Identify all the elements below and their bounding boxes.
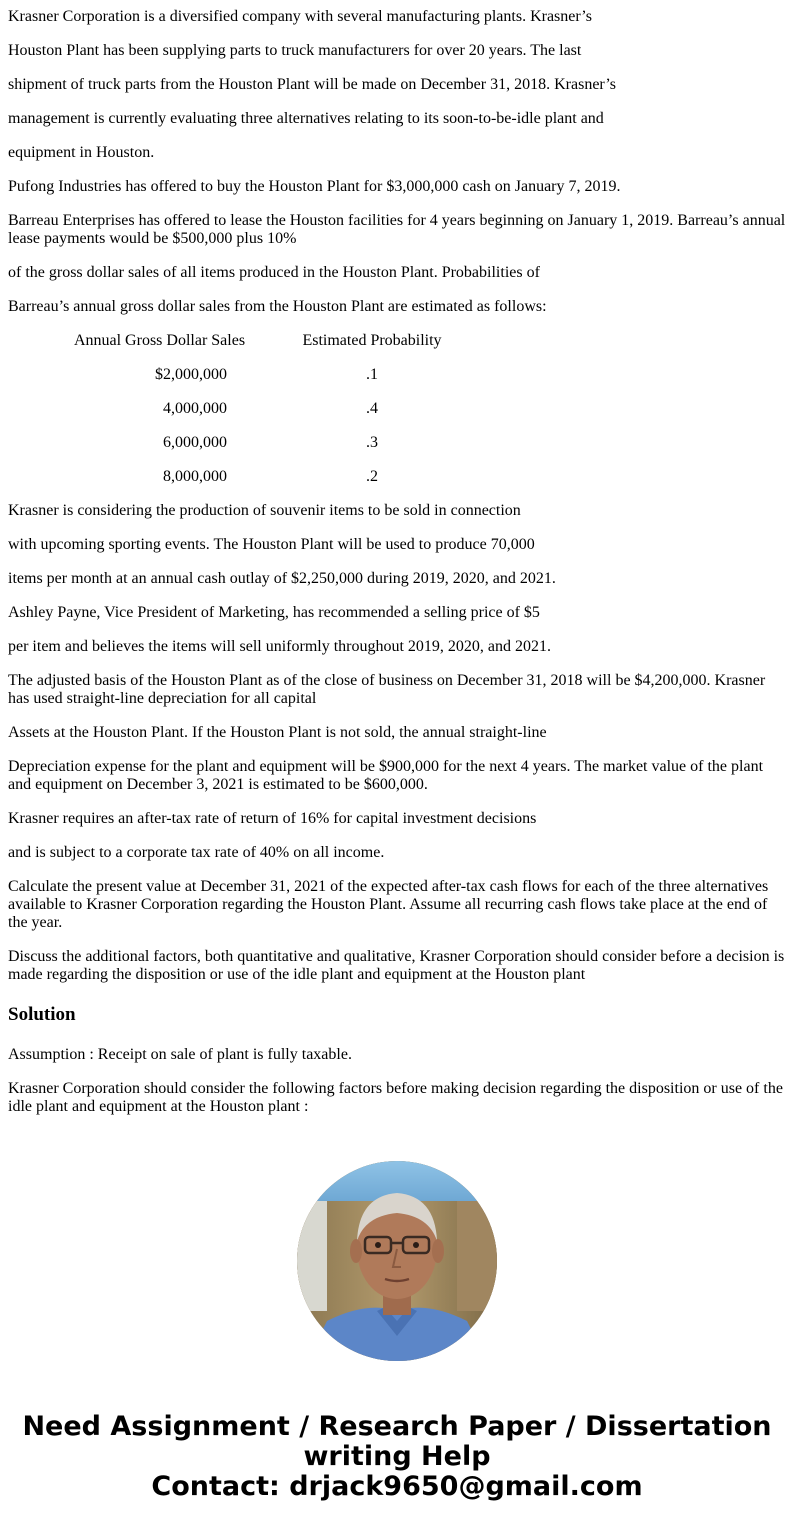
question-paragraph: and is subject to a corporate tax rate of 40% on all income.: [8, 844, 385, 861]
solution-heading: Solution: [8, 1004, 76, 1025]
question-paragraph: Krasner Corporation is a diversified company with several manufacturing plants. Krasner’s: [8, 8, 592, 25]
question-paragraph: equipment in Houston.: [8, 144, 155, 161]
question-paragraph: of the gross dollar sales of all items produced in the Houston Plant. Probabilities of: [8, 264, 540, 281]
question-paragraph: with upcoming sporting events. The Houston Plant will be used to produce 70,000: [8, 536, 535, 553]
question-paragraph: Barreau Enterprises has offered to lease the Houston facilities for 4 years beginning on January 1, 2019. Barreau’s annual lease payments would be $500,000 plus 10%: [8, 212, 786, 247]
solution-paragraph: Assumption : Receipt on sale of plant is fully taxable.: [8, 1046, 352, 1063]
probability-table: [8, 332, 467, 486]
author-avatar: [297, 1161, 497, 1361]
question-paragraph: management is currently evaluating three alternatives relating to its soon-to-be-idle plant and: [8, 110, 604, 127]
question-paragraph: shipment of truck parts from the Houston Plant will be made on December 31, 2018. Krasner’s: [8, 76, 617, 93]
footer-line-1: Need Assignment / Research Paper / Dissertation: [22, 1411, 772, 1442]
table-row: [8, 400, 467, 434]
sales-cell: $2,000,000: [155, 366, 227, 383]
question-paragraph: Houston Plant has been supplying parts to truck manufacturers for over 20 years. The last: [8, 42, 582, 59]
table-row: [8, 468, 467, 486]
question-paragraph: The adjusted basis of the Houston Plant as of the close of business on December 31, 2018 will be $4,200,000. Krasner has used straight-line depreciation for all capital: [8, 672, 766, 707]
probability-cell: .2: [366, 468, 378, 485]
contact-footer: [0, 1412, 794, 1502]
question-paragraph: Krasner requires an after-tax rate of return of 16% for capital investment decisions: [8, 810, 537, 827]
document-body: [0, 8, 794, 1116]
footer-line-2: writing Help: [303, 1441, 491, 1472]
question-paragraph: Depreciation expense for the plant and equipment will be $900,000 for the next 4 years. The market value of the plant and equipment on December 3, 2021 is estimated to be $600,000.: [8, 758, 764, 793]
table-row: [8, 434, 467, 468]
question-paragraph: Krasner is considering the production of souvenir items to be sold in connection: [8, 502, 521, 519]
probability-cell: .3: [366, 434, 378, 451]
probability-cell: .4: [366, 400, 378, 417]
solution-paragraph: Krasner Corporation should consider the following factors before making decision regarding the disposition or use of the idle plant and equipment at the Houston plant :: [8, 1080, 783, 1115]
header-annual-gross-sales: Annual Gross Dollar Sales: [73, 332, 246, 349]
table-row: [8, 366, 467, 400]
question-paragraph: Barreau’s annual gross dollar sales from the Houston Plant are estimated as follows:: [8, 298, 547, 315]
question-paragraph: Ashley Payne, Vice President of Marketing, has recommended a selling price of $5: [8, 604, 540, 621]
question-paragraph: per item and believes the items will sell uniformly throughout 2019, 2020, and 2021.: [8, 638, 552, 655]
sales-cell: 4,000,000: [163, 400, 227, 417]
sales-cell: 8,000,000: [163, 468, 227, 485]
probability-cell: .1: [366, 366, 378, 383]
table-header-row: [8, 332, 467, 366]
question-paragraph: Pufong Industries has offered to buy the Houston Plant for $3,000,000 cash on January 7, 2019.: [8, 178, 621, 195]
header-estimated-probability: Estimated Probability: [302, 332, 442, 349]
question-paragraph: Calculate the present value at December 31, 2021 of the expected after-tax cash flows for each of the three alternatives available to Krasner Corporation regarding the Houston Plant. Assume all recurring cash flows take place at the end of the year.: [8, 878, 769, 931]
question-paragraph: items per month at an annual cash outlay of $2,250,000 during 2019, 2020, and 2021.: [8, 570, 556, 587]
author-portrait-image: [297, 1161, 497, 1361]
question-paragraph: Assets at the Houston Plant. If the Houston Plant is not sold, the annual straight-line: [8, 724, 547, 741]
question-paragraph: Discuss the additional factors, both quantitative and qualitative, Krasner Corporation should consider before a decision is made regarding the disposition or use of the idle plant and equipment at the Houston plant: [8, 948, 785, 983]
footer-contact-email: Contact: drjack9650@gmail.com: [151, 1471, 643, 1502]
sales-cell: 6,000,000: [163, 434, 227, 451]
